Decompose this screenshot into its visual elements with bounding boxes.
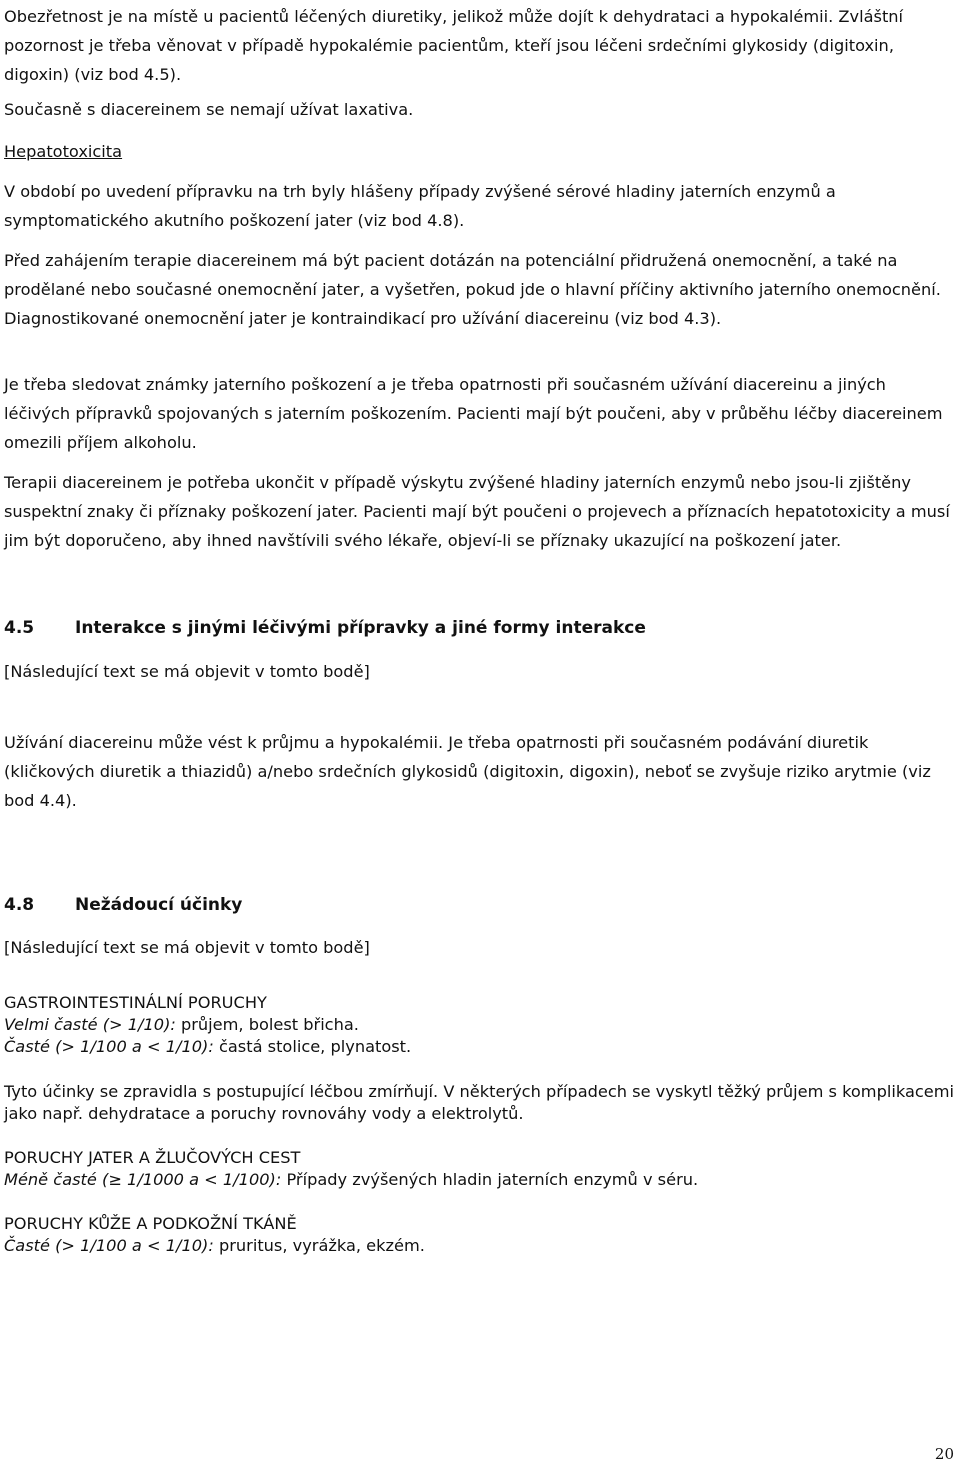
frequency-row [4,1169,954,1191]
paragraph-laxatives [4,95,954,124]
soc-heading: PORUCHY KŮŽE A PODKOŽNÍ TKÁNĚ [4,1214,297,1233]
soc-heading: GASTROINTESTINÁLNÍ PORUCHY [4,993,267,1012]
frequency-label: Velmi časté (> 1/10): [4,1015,176,1034]
paragraph-postmarketing [4,177,954,235]
text-block: Užívání diacereinu může vést k průjmu a hypokalémii. Je třeba opatrnosti při současném podávání diuretik (kličkových diuretik a thiazidů) a/nebo srdečních glykosidů (digitoxin, digoxin), neboť se zvyšuje riziko arytmie (viz bod 4.4). [4,733,931,810]
section-title: Interakce s jinými léčivými přípravky a jiné formy interakce [75,618,646,638]
frequency-effects: průjem, bolest břicha. [175,1015,359,1034]
paragraph-before-therapy [4,246,954,333]
frequency-label: Časté (> 1/100 a < 1/10): [4,1037,214,1056]
frequency-effects: pruritus, vyrážka, ekzém. [213,1236,425,1255]
page-number: 20 [934,1445,954,1463]
section-title: Nežádoucí účinky [75,895,243,915]
paragraph-discontinuation [4,468,954,555]
text-block: Obezřetnost je na místě u pacientů léčených diuretiky, jelikož může dojít k dehydrataci a hypokalémii. Zvláštní pozornost je třeba věnovat v případě hypokalémie pacientům, kteří jsou léčeni srdečními glykosidy (digitoxin, digoxin) (viz bod 4.5). [4,7,904,84]
paragraph-effects-note [4,1081,954,1125]
paragraph-dehydration-warning [4,2,954,89]
frequency-effects: Případy zvýšených hladin jaterních enzymů v séru. [281,1170,699,1189]
frequency-effects: častá stolice, plynatost. [213,1037,412,1056]
hepatotoxicity-heading [4,137,954,166]
gi-disorders-block [4,992,954,1058]
section-number: 4.8 [4,895,35,915]
frequency-label: Méně časté (≥ 1/1000 a < 1/100): [4,1170,282,1189]
liver-disorders-block [4,1147,954,1191]
section-number: 4.5 [4,618,35,638]
placeholder-4-5 [4,657,954,686]
soc-heading: PORUCHY JATER A ŽLUČOVÝCH CEST [4,1148,301,1167]
paragraph-monitoring [4,370,954,457]
placeholder-text: [Následující text se má objevit v tomto bodě] [4,938,370,957]
subheading: Hepatotoxicita [4,142,123,161]
frequency-row [4,1235,954,1257]
text-block: Je třeba sledovat známky jaterního poškození a je třeba opatrnosti při současném užívání diacereinu a jiných léčivých přípravků spojovaných s jaterním poškozením. Pacienti mají být poučeni, aby v průběhu léčby diacereinem omezili příjem alkoholu. [4,375,943,452]
section-heading-4-5 [4,616,646,640]
skin-disorders-block [4,1213,954,1257]
placeholder-text: [Následující text se má objevit v tomto bodě] [4,662,370,681]
frequency-row [4,1036,954,1058]
frequency-row [4,1014,954,1036]
text-block: Terapii diacereinem je potřeba ukončit v případě výskytu zvýšené hladiny jaterních enzymů nebo jsou-li zjištěny suspektní znaky či příznaky poškození jater. Pacienti mají být poučeni o projevech a příznacích hepatotoxicity a musí jim být doporučeno, aby ihned navštívili svého lékaře, objeví-li se příznaky ukazující na poškození jater. [4,473,950,550]
text-block: Tyto účinky se zpravidla s postupující léčbou zmírňují. V některých případech se vyskytl těžký průjem s komplikacemi jako např. dehydratace a poruchy rovnováhy vody a elektrolytů. [4,1082,954,1123]
text-block: Před zahájením terapie diacereinem má být pacient dotázán na potenciální přidružená onemocnění, a také na prodělané nebo současné onemocnění jater, a vyšetřen, pokud jde o hlavní příčiny aktivního jaterního onemocnění. Diagnostikované onemocnění jater je kontraindikací pro užívání diacereinu (viz bod 4.3). [4,251,941,328]
text-block: V období po uvedení přípravku na trh byly hlášeny případy zvýšené sérové hladiny jaterních enzymů a symptomatického akutního poškození jater (viz bod 4.8). [4,182,836,230]
section-heading-4-8 [4,893,242,917]
frequency-label: Časté (> 1/100 a < 1/10): [4,1236,214,1255]
text-block: Současně s diacereinem se nemají užívat laxativa. [4,100,414,119]
paragraph-interactions [4,728,954,815]
placeholder-4-8 [4,933,954,962]
